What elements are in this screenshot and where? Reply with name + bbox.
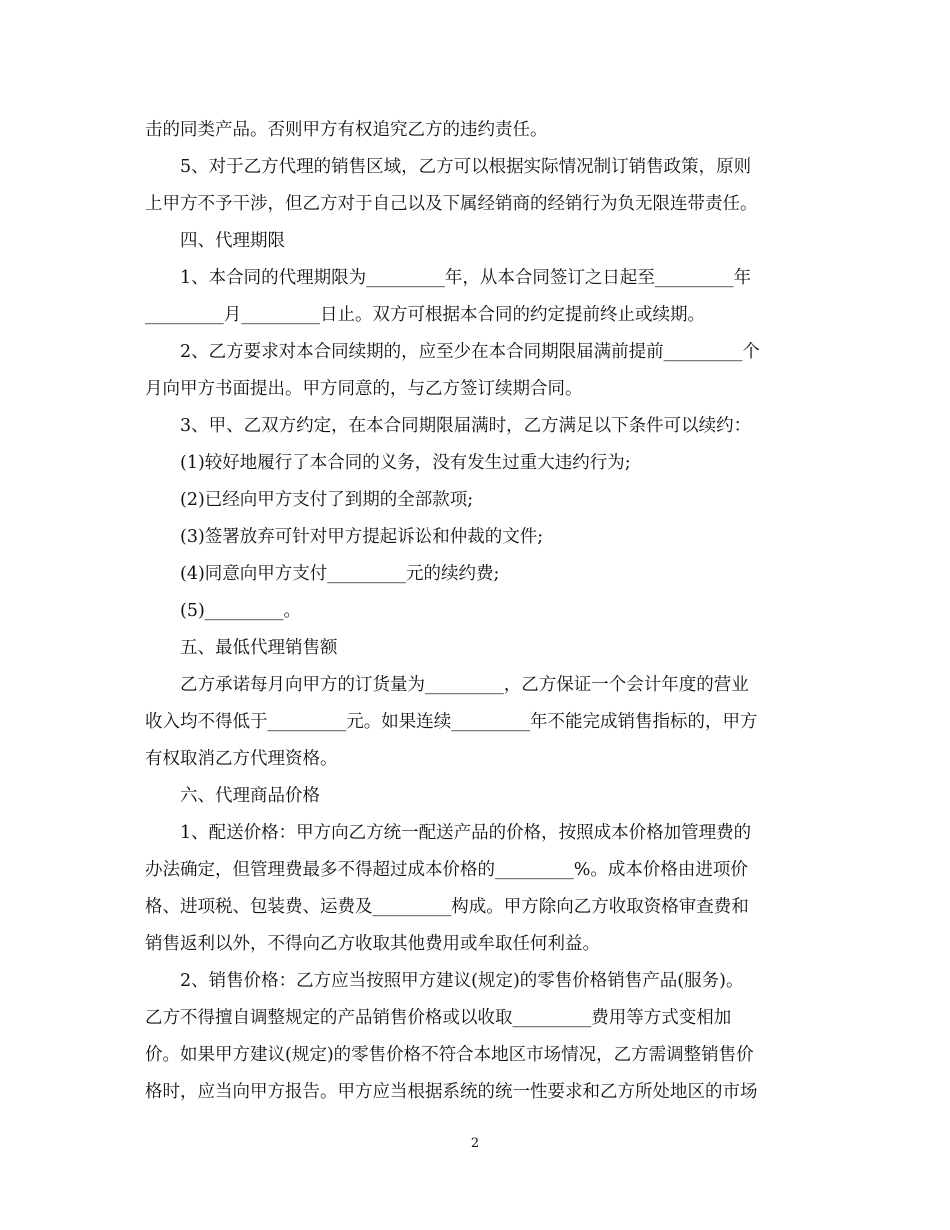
list-item: (2)已经向甲方支付了到期的全部款项; (180, 490, 474, 510)
body-text-line: 有权取消乙方代理资格。 (145, 749, 338, 769)
body-text-line: 收入均不得低于_________元。如果连续_________年不能完成销售指标的，甲方 (145, 712, 758, 732)
section-heading: 六、代理商品价格 (180, 786, 320, 806)
page-number: 2 (470, 1136, 480, 1151)
body-text-line: 2、乙方要求对本合同续期的，应至少在本合同期限届满前提前_________个 (180, 342, 760, 362)
body-text-line: 1、配送价格：甲方向乙方统一配送产品的价格，按照成本价格加管理费的 (180, 823, 752, 843)
body-text-line: 3、甲、乙双方约定，在本合同期限届满时，乙方满足以下条件可以续约： (180, 416, 752, 436)
body-text-line: 格、进项税、包装费、运费及_________构成。甲方除向乙方收取资格审查费和 (145, 897, 749, 917)
list-item: (5)_________。 (180, 601, 302, 621)
list-item: (3)签署放弃可针对甲方提起诉讼和仲裁的文件; (180, 527, 544, 547)
body-text-line: 2、销售价格：乙方应当按照甲方建议(规定)的零售价格销售产品(服务)。 (180, 971, 744, 991)
body-text-line: 1、本合同的代理期限为_________年，从本合同签订之日起至_________年 (180, 268, 752, 288)
body-text-line: 上甲方不予干涉，但乙方对于自己以及下属经销商的经销行为负无限连带责任。 (145, 194, 758, 214)
list-item: (1)较好地履行了本合同的义务，没有发生过重大违约行为; (180, 453, 631, 473)
body-text-line: 价。如果甲方建议(规定)的零售价格不符合本地区市场情况，乙方需调整销售价 (145, 1045, 754, 1065)
section-heading: 四、代理期限 (180, 231, 285, 251)
body-text-line: 乙方承诺每月向甲方的订货量为_________，乙方保证一个会计年度的营业 (180, 675, 749, 695)
body-text-line: 格时，应当向甲方报告。甲方应当根据系统的统一性要求和乙方所处地区的市场 (145, 1082, 758, 1102)
body-text-line: 销售返利以外，不得向乙方收取其他费用或牟取任何利益。 (145, 934, 600, 954)
body-text-line: 击的同类产品。否则甲方有权追究乙方的违约责任。 (145, 120, 548, 140)
section-heading: 五、最低代理销售额 (180, 638, 338, 658)
list-item: (4)同意向甲方支付_________元的续约费; (180, 564, 500, 584)
body-text-line: 乙方不得擅自调整规定的产品销售价格或以收取_________费用等方式变相加 (145, 1008, 732, 1028)
body-text-line: _________月_________日止。双方可根据本合同的约定提前终止或续期。 (145, 305, 705, 325)
body-text-line: 5、对于乙方代理的销售区域，乙方可以根据实际情况制订销售政策，原则 (180, 157, 752, 177)
body-text-line: 办法确定，但管理费最多不得超过成本价格的_________%。成本价格由进项价 (145, 860, 748, 880)
body-text-line: 月向甲方书面提出。甲方同意的，与乙方签订续期合同。 (145, 379, 583, 399)
